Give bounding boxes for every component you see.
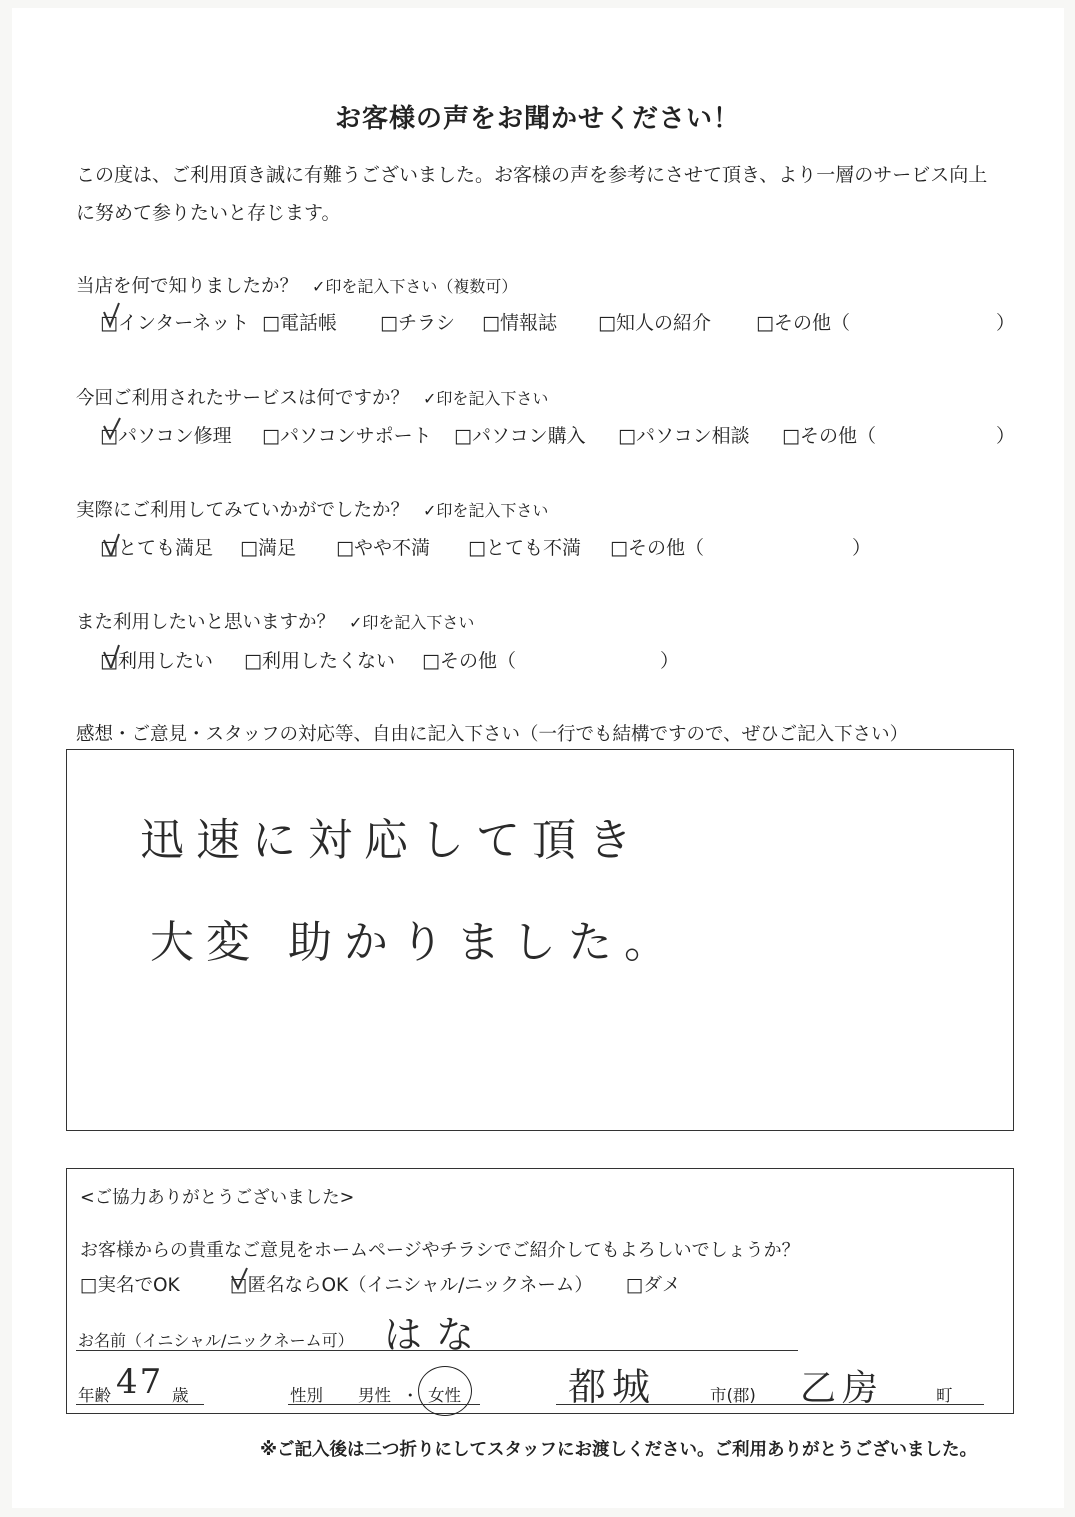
comments-label: 感想・ご意見・スタッフの対応等、自由に記入下さい（一行でも結構ですので、ぜひご記入下さい） xyxy=(76,724,909,745)
city-value: 都城 xyxy=(568,1365,657,1409)
footer-note: ※ご記入後は二つ折りにしてスタッフにお渡しください。ご利用ありがとうございました。 xyxy=(260,1440,978,1460)
q4-option-use-again[interactable]: □利用したい xyxy=(100,650,213,672)
gender-male[interactable]: 男性 xyxy=(358,1386,391,1405)
intro-text: この度は、ご利用頂き誠に有難うございました。お客様の声を参考にさせて頂き、より一層のサービス向上に努めて参りたいと存じます。 xyxy=(76,164,988,224)
comment-line-1: 迅速に対応して頂き xyxy=(140,815,644,866)
consent-option-real-name[interactable]: □実名でOK xyxy=(80,1275,180,1296)
question-2-hint: ✓印を記入下さい xyxy=(423,389,549,408)
q4-option-other[interactable]: □その他（ xyxy=(422,650,516,672)
q2-option-support[interactable]: □パソコンサポート xyxy=(262,425,432,447)
name-value: はな xyxy=(384,1313,489,1357)
q3-option-very-satisfied[interactable]: □とても満足 xyxy=(100,537,213,559)
check-mark-icon xyxy=(230,1266,250,1292)
address-underline xyxy=(556,1404,984,1405)
question-2-text: 今回ご利用されたサービスは何ですか？ xyxy=(76,388,410,409)
q1-option-magazine[interactable]: □情報誌 xyxy=(482,312,557,334)
check-mark-icon xyxy=(102,642,122,668)
q3-other-close: ） xyxy=(852,537,872,559)
q2-other-close: ） xyxy=(996,425,1016,447)
question-4-hint: ✓印を記入下さい xyxy=(349,613,475,632)
city-unit: 市(郡) xyxy=(710,1386,756,1405)
question-1 xyxy=(76,272,517,298)
consent-question: お客様からの貴重なご意見をホームページやチラシでご紹介してもよろしいでしょうか？ xyxy=(80,1240,800,1261)
q4-other-close: ） xyxy=(660,650,680,672)
gender-label: 性別 xyxy=(290,1386,323,1405)
q2-option-consult[interactable]: □パソコン相談 xyxy=(618,425,750,447)
check-mark-icon xyxy=(102,302,122,328)
check-mark-icon xyxy=(102,416,122,442)
question-3 xyxy=(76,496,548,522)
question-3-text: 実際にご利用してみていかがでしたか？ xyxy=(76,500,410,521)
question-4-text: また利用したいと思いますか？ xyxy=(76,612,336,633)
question-1-text: 当店を何で知りましたか？ xyxy=(76,276,299,297)
question-2 xyxy=(76,384,548,410)
q4-option-not-use-again[interactable]: □利用したくない xyxy=(244,650,395,672)
comment-line-2: 大変 助かりました。 xyxy=(150,917,680,968)
q1-option-internet[interactable]: □インターネット xyxy=(100,312,250,334)
age-unit: 歳 xyxy=(172,1386,189,1405)
age-label: 年齢 xyxy=(78,1386,111,1405)
question-1-hint: ✓印を記入下さい（複数可） xyxy=(312,277,518,296)
town-unit: 町 xyxy=(936,1386,953,1405)
gender-female[interactable]: 女性 xyxy=(428,1386,461,1405)
gender-separator: ・ xyxy=(402,1386,419,1405)
q3-option-other[interactable]: □その他（ xyxy=(610,537,704,559)
q2-option-purchase[interactable]: □パソコン購入 xyxy=(454,425,586,447)
q2-option-other[interactable]: □その他（ xyxy=(782,425,876,447)
age-value: 47 xyxy=(116,1362,164,1402)
check-mark-icon xyxy=(102,530,122,556)
q2-option-repair[interactable]: □パソコン修理 xyxy=(100,425,232,447)
consent-option-anonymous[interactable]: □匿名ならOK（イニシャル/ニックネーム） xyxy=(230,1275,593,1296)
q1-option-other[interactable]: □その他（ xyxy=(756,312,850,334)
q1-option-referral[interactable]: □知人の紹介 xyxy=(598,312,711,334)
selection-circle xyxy=(418,1366,472,1416)
gender-underline xyxy=(288,1404,480,1405)
q1-option-flyer[interactable]: □チラシ xyxy=(380,312,455,334)
q3-option-somewhat-dissatisfied[interactable]: □やや不満 xyxy=(336,537,430,559)
page-title: お客様の声をお聞かせください！ xyxy=(334,104,740,134)
q3-option-satisfied[interactable]: □満足 xyxy=(240,537,296,559)
age-underline xyxy=(76,1404,204,1405)
question-4 xyxy=(76,608,474,634)
question-3-hint: ✓印を記入下さい xyxy=(423,501,549,520)
thanks-text: <ご協力ありがとうございました> xyxy=(80,1188,355,1208)
name-underline xyxy=(76,1350,798,1351)
consent-option-no[interactable]: □ダメ xyxy=(626,1275,681,1296)
q3-option-very-dissatisfied[interactable]: □とても不満 xyxy=(468,537,581,559)
name-label: お名前（イニシャル/ニックネーム可） xyxy=(78,1331,354,1350)
q1-other-close: ） xyxy=(996,312,1016,334)
town-value: 乙房 xyxy=(800,1368,885,1409)
q1-option-phonebook[interactable]: □電話帳 xyxy=(262,312,337,334)
